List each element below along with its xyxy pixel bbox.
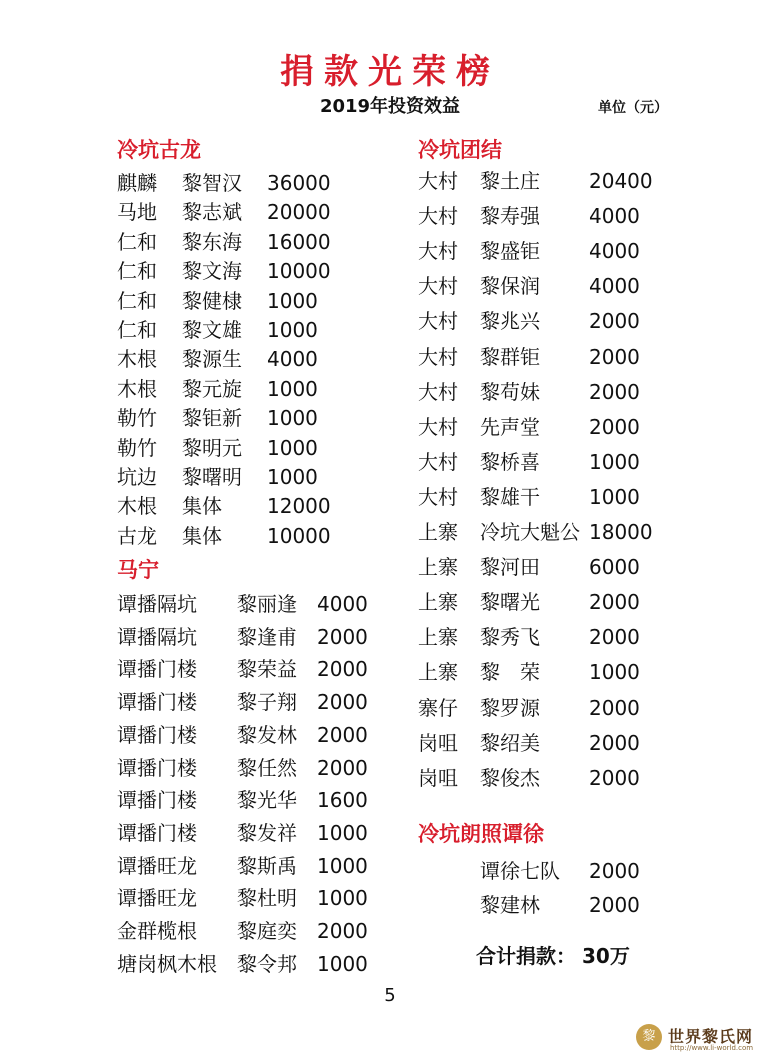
donor-place: 谭播门楼	[117, 722, 197, 747]
donor-name: 黎志斌	[182, 200, 242, 225]
donor-place: 谭播旺龙	[117, 886, 197, 911]
donor-name: 黎曙光	[480, 590, 540, 615]
donor-amount: 2000	[317, 722, 368, 747]
donor-place: 大村	[418, 414, 458, 439]
donor-place: 岗咀	[418, 730, 458, 755]
donor-name: 黎任然	[237, 755, 297, 780]
donor-place: 木根	[117, 376, 157, 401]
donor-place: 木根	[117, 347, 157, 372]
donor-name: 黎河田	[480, 555, 540, 580]
donor-place: 木根	[117, 494, 157, 519]
donor-name: 黎俊杰	[480, 765, 540, 790]
donor-name: 黎元旋	[182, 376, 242, 401]
donor-name: 黎罗源	[480, 695, 540, 720]
donor-amount: 1000	[317, 820, 368, 845]
donor-amount: 1000	[589, 449, 640, 474]
unit-label: 单位（元）	[598, 100, 668, 116]
donor-place: 大村	[418, 169, 458, 193]
donor-amount: 4000	[589, 274, 640, 299]
donor-amount: 4000	[589, 204, 640, 229]
donor-amount: 1000	[267, 465, 318, 489]
total-donation	[476, 940, 630, 969]
donor-name: 谭徐七队	[480, 859, 560, 883]
donor-amount: 12000	[267, 494, 331, 519]
donor-name: 黎 荣	[480, 660, 540, 685]
donor-place: 岗咀	[418, 765, 458, 790]
donor-name: 黎绍美	[480, 730, 540, 755]
logo-url: http://www.li-world.com	[670, 1044, 754, 1052]
donor-name: 黎苟妹	[480, 379, 540, 404]
site-logo	[630, 1018, 780, 1056]
donor-name: 黎发林	[237, 722, 297, 747]
donor-amount: 2000	[589, 730, 640, 755]
donor-name: 黎桥喜	[480, 449, 540, 474]
donor-place: 上寨	[418, 590, 458, 615]
donor-amount: 2000	[589, 893, 640, 917]
donor-place: 上寨	[418, 520, 458, 544]
donor-place: 大村	[418, 309, 458, 334]
donor-place: 谭播隔坑	[117, 592, 197, 616]
donor-name: 黎雄干	[480, 484, 540, 509]
donor-amount: 2000	[589, 344, 640, 369]
donor-name: 黎斯禹	[237, 853, 297, 878]
donor-amount: 2000	[589, 859, 640, 883]
donor-place: 谭播门楼	[117, 690, 197, 715]
donor-name: 黎丽逢	[237, 592, 297, 616]
donor-amount: 6000	[589, 555, 640, 580]
donor-amount: 2000	[317, 755, 368, 780]
donor-place: 谭播门楼	[117, 755, 197, 780]
donor-name: 黎秀飞	[480, 625, 540, 650]
donor-amount: 1000	[267, 406, 318, 431]
donor-place: 谭播门楼	[117, 657, 197, 682]
donor-amount: 18000	[589, 520, 653, 544]
donor-amount: 1000	[267, 376, 318, 401]
donor-amount: 1000	[589, 484, 640, 509]
donor-amount: 1000	[589, 660, 640, 685]
donor-place: 马地	[117, 200, 157, 225]
donor-place: 大村	[418, 204, 458, 229]
donor-place: 上寨	[418, 555, 458, 580]
donor-name: 黎建林	[480, 893, 540, 917]
section-heading-langzhao: 冷坑朗照谭徐	[418, 822, 544, 846]
donor-name: 先声堂	[480, 414, 540, 439]
donor-name: 黎光华	[237, 788, 297, 813]
donor-amount: 10000	[267, 523, 331, 548]
donor-place: 大村	[418, 484, 458, 509]
donor-name: 黎寿强	[480, 204, 540, 229]
donor-place: 谭播旺龙	[117, 853, 197, 878]
donor-name: 黎保润	[480, 274, 540, 299]
donor-place: 大村	[418, 449, 458, 474]
donor-amount: 2000	[589, 625, 640, 650]
donor-amount: 20000	[267, 200, 331, 225]
donor-place: 仁和	[117, 288, 157, 313]
donor-name: 黎兆兴	[480, 309, 540, 334]
donor-name: 黎文海	[182, 259, 242, 284]
donor-place: 谭播门楼	[117, 788, 197, 813]
donor-place: 仁和	[117, 318, 157, 342]
donor-amount: 2000	[317, 624, 368, 649]
donor-place: 大村	[418, 344, 458, 369]
donor-name: 黎曙明	[182, 465, 242, 489]
donor-amount: 10000	[267, 259, 331, 284]
donor-place: 上寨	[418, 625, 458, 650]
donor-name: 黎逢甫	[237, 624, 297, 649]
donor-place: 塘岗枫木根	[117, 951, 217, 976]
donor-amount: 1000	[267, 318, 318, 342]
donor-amount: 2000	[589, 414, 640, 439]
donor-name: 集体	[182, 494, 222, 519]
donor-name: 黎健棣	[182, 288, 242, 313]
donor-place: 坑边	[117, 465, 157, 489]
donor-amount: 2000	[589, 309, 640, 334]
donor-amount: 4000	[589, 239, 640, 264]
donor-name: 黎庭奕	[237, 919, 297, 943]
logo-text: 世界黎氏网	[668, 1027, 754, 1046]
donor-amount: 16000	[267, 229, 331, 254]
donor-amount: 2000	[317, 690, 368, 715]
donor-name: 黎源生	[182, 347, 242, 372]
donor-place: 古龙	[117, 523, 157, 548]
donor-place: 仁和	[117, 259, 157, 284]
donor-name: 黎荣益	[237, 657, 297, 682]
donor-place: 勒竹	[117, 406, 157, 431]
page-title: 捐款光荣榜	[280, 52, 500, 92]
donor-amount: 1600	[317, 788, 368, 813]
donor-place: 大村	[418, 274, 458, 299]
donor-amount: 2000	[317, 657, 368, 682]
donor-amount: 1000	[317, 853, 368, 878]
donor-name: 黎明元	[182, 435, 242, 460]
donor-place: 大村	[418, 239, 458, 264]
donor-amount: 1000	[317, 951, 368, 976]
donor-name: 黎文雄	[182, 318, 242, 342]
donor-name: 黎土庄	[480, 169, 540, 193]
donor-amount: 2000	[589, 695, 640, 720]
donor-name: 黎钜新	[182, 406, 242, 431]
donor-place: 寨仔	[418, 695, 458, 720]
donor-place: 谭播隔坑	[117, 624, 197, 649]
donor-name: 黎杜明	[237, 886, 297, 911]
donor-name: 集体	[182, 523, 222, 548]
donor-place: 金群榄根	[117, 919, 197, 943]
donor-name: 黎东海	[182, 229, 242, 254]
donor-amount: 2000	[589, 765, 640, 790]
donor-amount: 1000	[317, 886, 368, 911]
donor-name: 冷坑大魁公	[480, 520, 580, 544]
donor-place: 谭播门楼	[117, 820, 197, 845]
donor-amount: 2000	[589, 590, 640, 615]
total-value: 30万	[582, 944, 630, 968]
donor-amount: 36000	[267, 171, 331, 195]
donor-amount: 1000	[267, 288, 318, 313]
donor-place: 大村	[418, 379, 458, 404]
donor-place: 上寨	[418, 660, 458, 685]
section-heading-gulong: 冷坑古龙	[117, 138, 201, 162]
donor-amount: 1000	[267, 435, 318, 460]
donor-amount: 4000	[267, 347, 318, 372]
donor-amount: 20400	[589, 169, 653, 193]
donor-place: 仁和	[117, 229, 157, 254]
donor-amount: 2000	[589, 379, 640, 404]
total-label: 合计捐款：	[476, 944, 576, 968]
donor-name: 黎子翔	[237, 690, 297, 715]
section-heading-tuanjie: 冷坑团结	[418, 138, 502, 162]
donor-amount: 4000	[317, 592, 368, 616]
page-number: 5	[384, 985, 396, 1006]
page-subtitle: 2019年投资效益	[319, 96, 461, 117]
donor-name: 黎发祥	[237, 820, 297, 845]
donor-name: 黎令邦	[237, 951, 297, 976]
donor-name: 黎盛钜	[480, 239, 540, 264]
logo-mark-icon: 黎	[636, 1024, 662, 1050]
donor-name: 黎智汉	[182, 171, 242, 195]
donor-place: 麒麟	[117, 171, 157, 195]
section-heading-maning: 马宁	[117, 558, 159, 582]
donor-name: 黎群钜	[480, 344, 540, 369]
donor-place: 勒竹	[117, 435, 157, 460]
donor-amount: 2000	[317, 919, 368, 943]
